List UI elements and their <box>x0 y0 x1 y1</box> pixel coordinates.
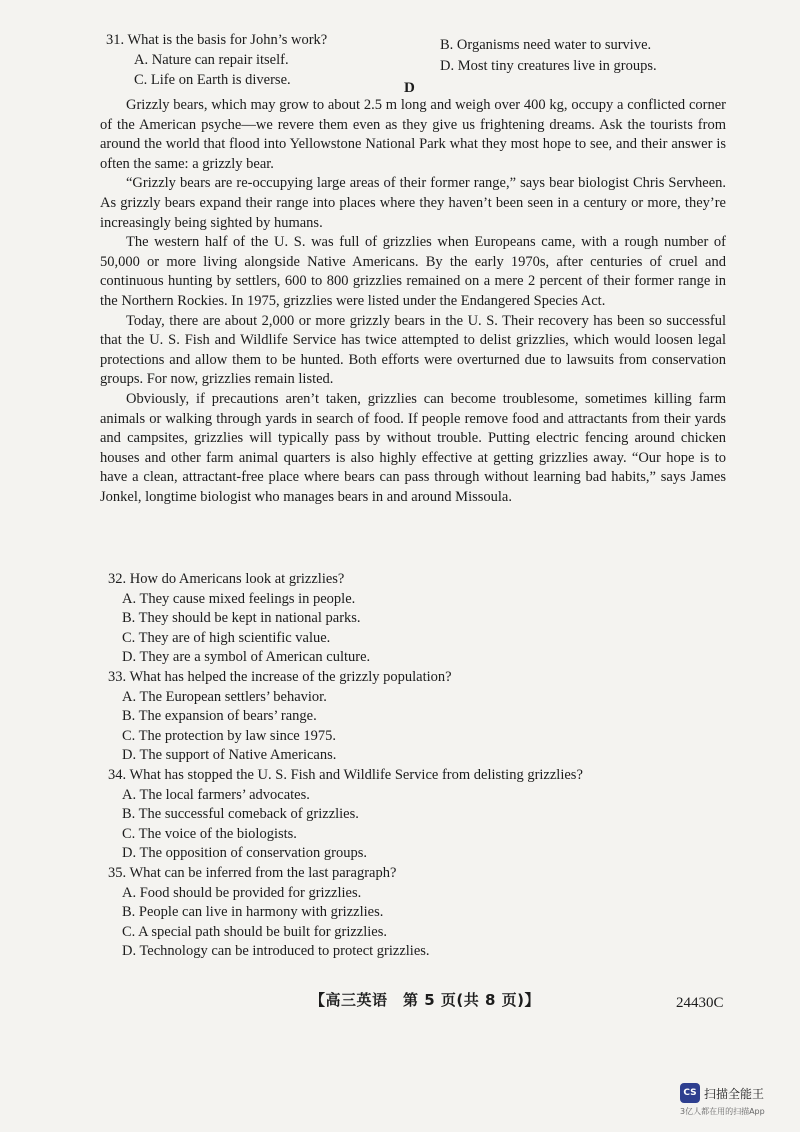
reading-passage <box>100 96 726 507</box>
option-c: C. The voice of the biologists. <box>122 825 297 842</box>
exam-code: 24430C <box>676 995 724 1011</box>
paragraph: The western half of the U. S. was full of grizzlies when Europeans came, with a rough number of 50,000 or more living alongside Native Americans. By the early 1970s, after centuries of cruel and continuous hunting by settlers, 600 to 800 grizzlies remained on a mere 2 percent of their former range in the Northern Rockies. In 1975, grizzlies were listed under the Endangered Species Act. <box>100 234 726 309</box>
option-a: A. The European settlers’ behavior. <box>122 688 327 705</box>
option-d: D. They are a symbol of American culture. <box>122 649 371 666</box>
question-stem: 32. How do Americans look at grizzlies? <box>108 571 345 587</box>
question-31 <box>106 30 436 90</box>
question-list <box>108 570 668 962</box>
option-a: A. Food should be provided for grizzlies. <box>122 884 362 901</box>
question-stem: 33. What has helped the increase of the grizzly population? <box>108 668 452 685</box>
option-b: B. The expansion of bears’ range. <box>122 708 317 725</box>
option-b: B. They should be kept in national parks. <box>122 610 361 627</box>
option-b: B. The successful comeback of grizzlies. <box>122 806 359 823</box>
option-c: C. A special path should be built for grizzlies. <box>122 923 387 940</box>
camscanner-icon: CS <box>680 1083 700 1103</box>
question-stem: 31. What is the basis for John’s work? <box>106 32 328 48</box>
option-c: C. The protection by law since 1975. <box>122 727 336 744</box>
page-footer-title: 【高三英语 第 5 页(共 8 页)】 <box>310 991 540 1009</box>
option-c: C. They are of high scientific value. <box>122 629 331 646</box>
paragraph: Grizzly bears, which may grow to about 2.5 m long and weigh over 400 kg, occupy a conflicted corner of the American psyche—we revere them even as they give us frightening dreams. Ask the tourists from around the world that flood into Yellowstone National Park what they most hope to see, and their answer is often the same: a grizzly bear. <box>100 97 726 172</box>
question-34 <box>108 766 668 864</box>
scanner-app-name: 扫描全能王 <box>704 1086 765 1101</box>
paragraph: Obviously, if precautions aren’t taken, grizzlies can become troublesome, sometimes killing farm animals or walking through yards in search of food. If people remove food and attractants from their yards and campsites, grizzlies will typically pass by without trouble. Putting electric fencing around chicken houses and other farm animal quarters is also highly effective at getting grizzlies away. “Our hope is to have a clean, attractant-free place where bears can pass through without learning bad habits,” says James Jonkel, longtime biologist who manages bears in and around Missoula. <box>100 390 726 505</box>
scanner-badge <box>680 1083 764 1103</box>
option-c: C. Life on Earth is diverse. <box>134 72 291 88</box>
option-d: D. Technology can be introduced to protect grizzlies. <box>122 943 430 960</box>
option-d: D. The opposition of conservation groups. <box>122 845 367 862</box>
section-letter: D <box>404 80 415 96</box>
option-a: A. They cause mixed feelings in people. <box>122 590 356 607</box>
option-b: B. People can live in harmony with grizzlies. <box>122 904 384 921</box>
option-d: D. Most tiny creatures live in groups. <box>440 58 657 74</box>
scanner-slogan: 3亿人都在用的扫描App <box>680 1107 765 1116</box>
question-33 <box>108 668 668 766</box>
option-a: A. The local farmers’ advocates. <box>122 786 310 803</box>
option-d: D. The support of Native Americans. <box>122 747 337 764</box>
question-35 <box>108 864 668 962</box>
question-stem: 34. What has stopped the U. S. Fish and Wildlife Service from delisting grizzlies? <box>108 766 583 783</box>
option-b: B. Organisms need water to survive. <box>440 37 652 53</box>
paragraph: Today, there are about 2,000 or more grizzly bears in the U. S. Their recovery has been so successful that the U. S. Fish and Wildlife Service has twice attempted to delist grizzlies, which would loosen legal protections and allow them to be hunted. Both efforts were overturned due to lawsuits from conservation groups. For now, grizzlies remain listed. <box>100 312 726 388</box>
paragraph: “Grizzly bears are re-occupying large areas of their former range,” says bear biologist Chris Servheen. As grizzly bears expand their range into places where they haven’t been seen in a century or more, they’re increasingly being sighted by humans. <box>100 175 726 231</box>
option-a: A. Nature can repair itself. <box>134 52 289 68</box>
question-stem: 35. What can be inferred from the last paragraph? <box>108 864 397 881</box>
question-32 <box>108 570 668 668</box>
question-31-right-options <box>440 35 740 77</box>
